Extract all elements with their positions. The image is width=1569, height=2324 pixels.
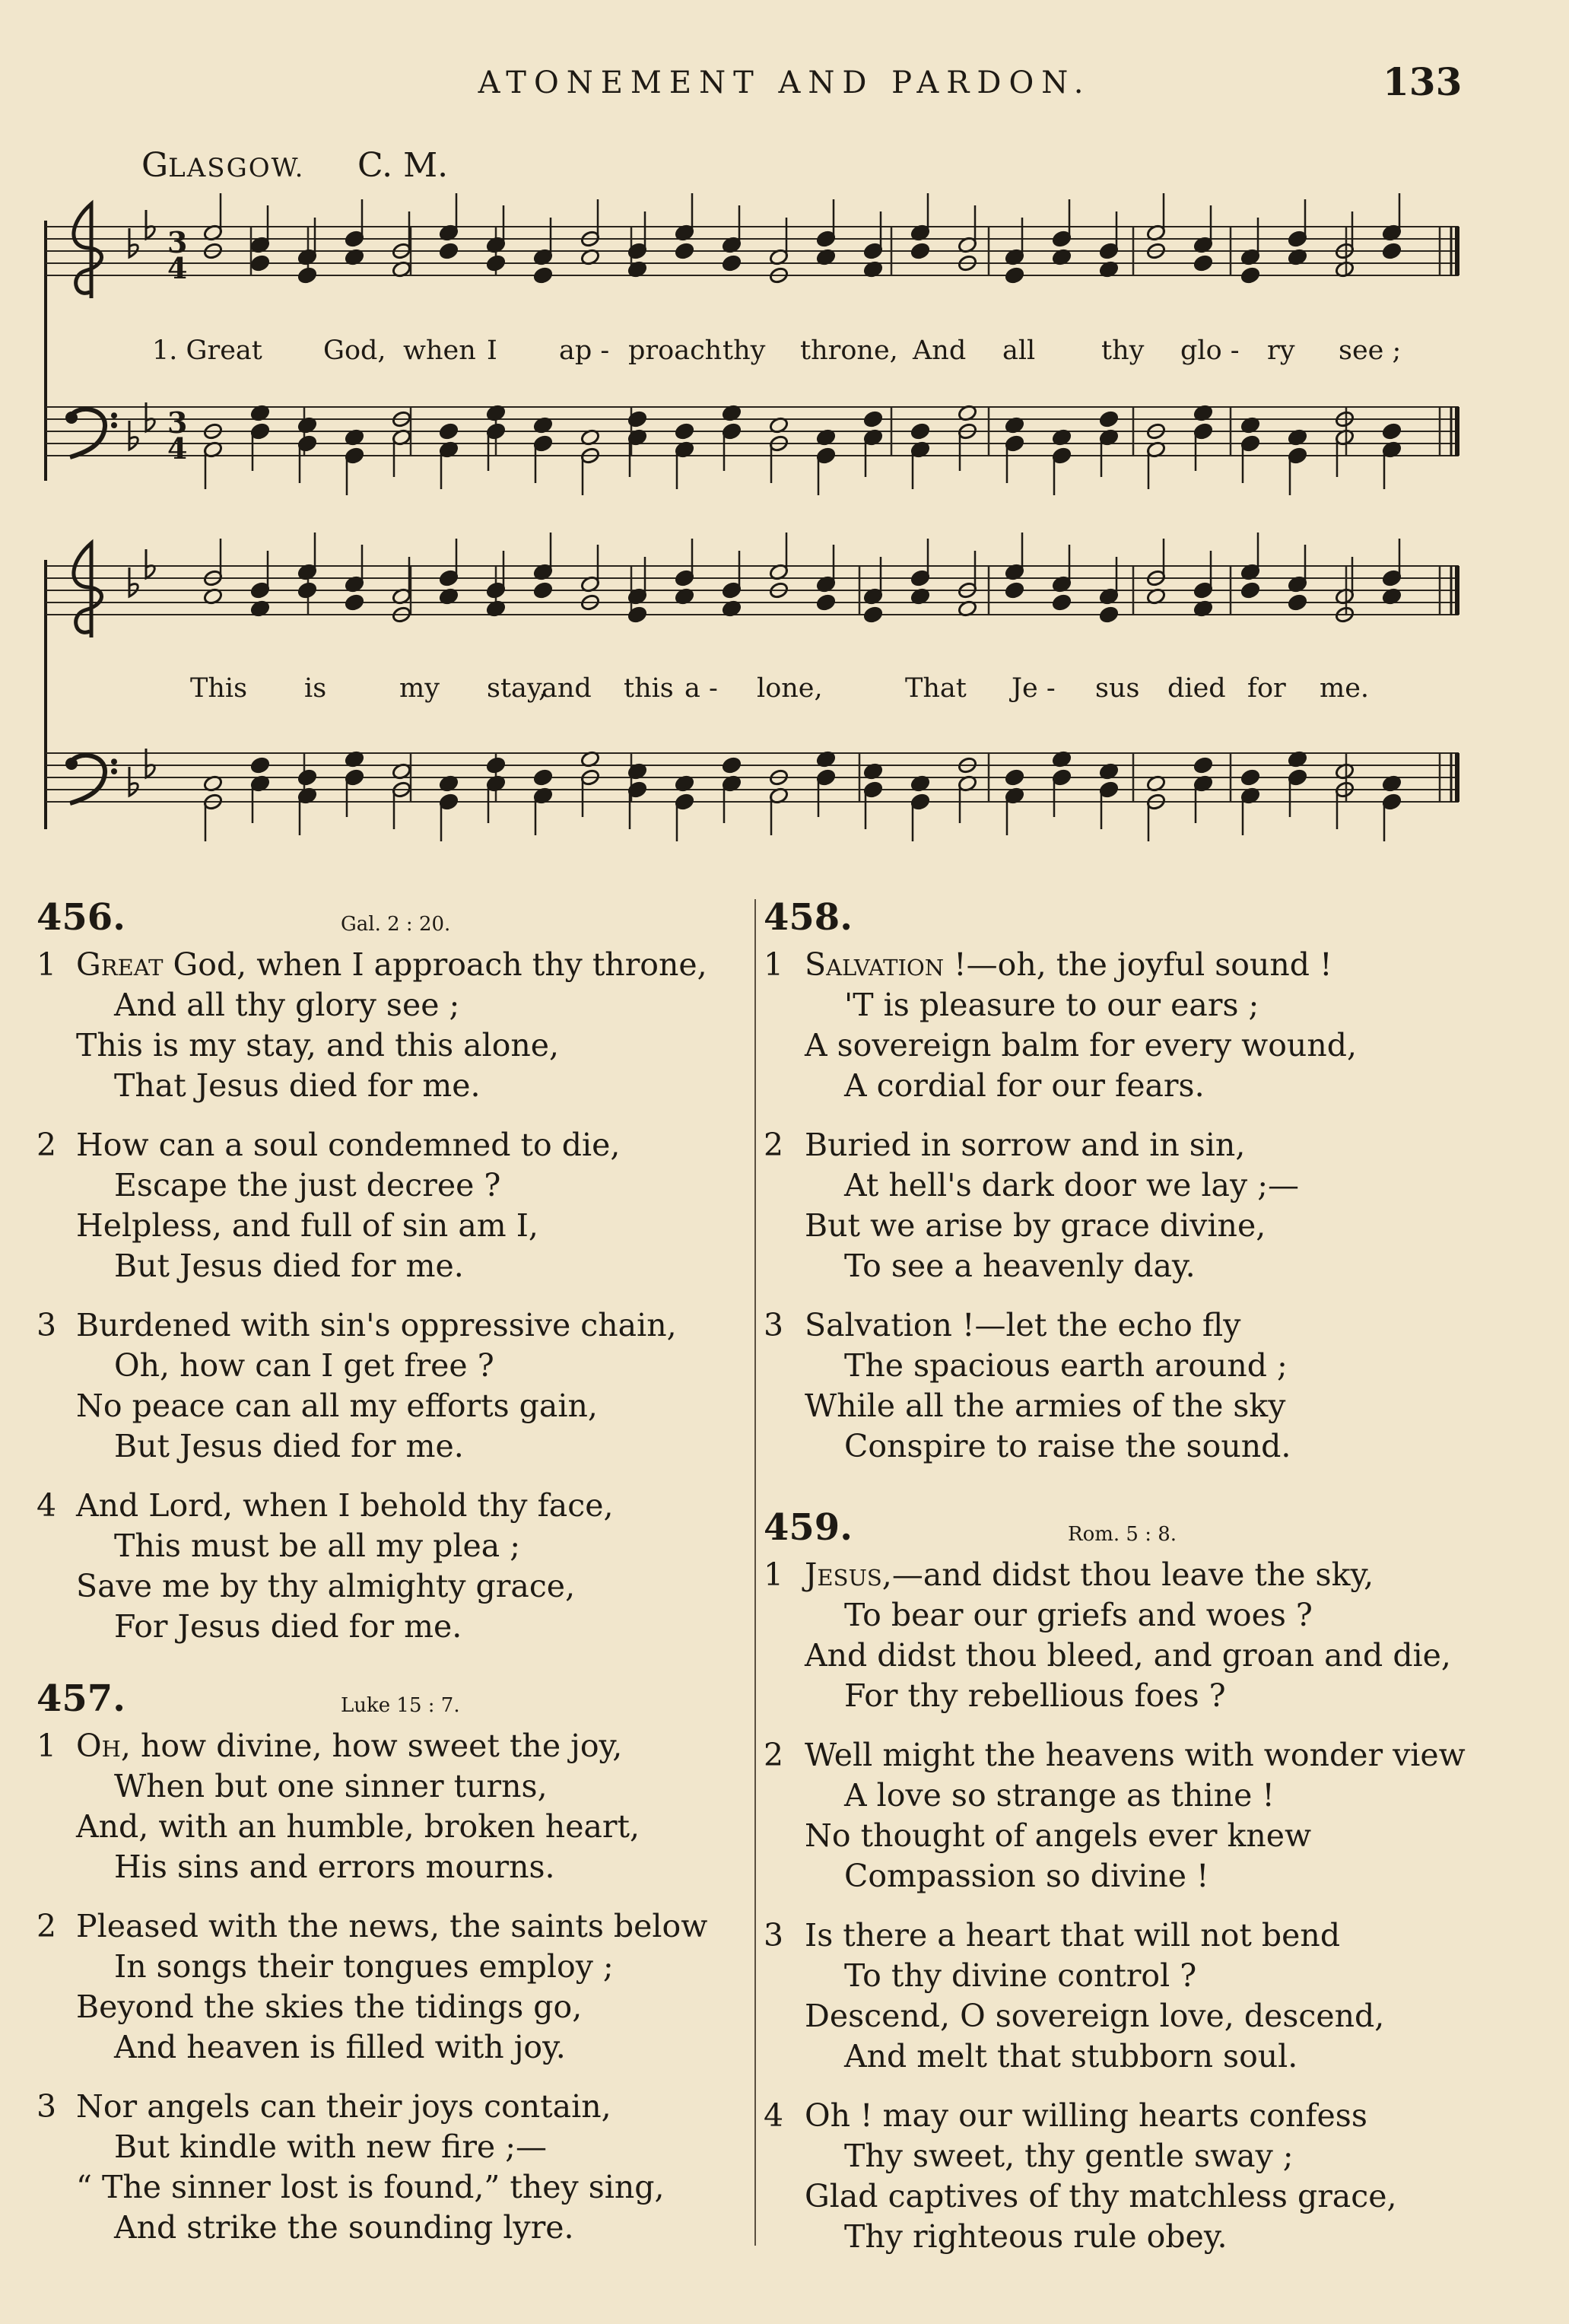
verse-number: 2 [764,1127,784,1163]
lyric-syllable: glo - [1180,335,1240,366]
notehead [345,593,365,612]
notehead [1288,593,1308,612]
notehead [910,242,931,260]
verse-line-text: God, when I approach thy throne, [163,946,707,983]
verse-line [114,2209,574,2246]
verse-line [805,1998,1385,2034]
notehead [1382,422,1402,440]
verse-line [844,987,1259,1023]
running-head: ATONEMENT AND PARDON. [478,65,1091,100]
verse-line [844,1777,1275,1814]
music-score [0,0,1569,852]
verse-line-text: For thy rebellious foes ? [844,1677,1226,1714]
verse-number: 2 [764,1737,784,1773]
verse-number: 3 [764,1917,784,1954]
notehead [1193,254,1214,272]
verse-line [805,1737,1466,1773]
flat-icon [146,210,154,239]
verse-line [76,1388,598,1424]
notehead [627,606,648,624]
verse-line [114,1067,481,1104]
verse-line [76,1568,576,1604]
notehead [1240,581,1261,599]
bass-clef-dot [65,412,78,424]
notehead [297,581,318,599]
notehead [1005,768,1025,787]
verse-line-text: Thy righteous rule obey. [844,2218,1228,2255]
verse-line-text: Glad captives of thy matchless grace, [805,2178,1397,2214]
notehead [1240,768,1261,787]
verse-number: 4 [37,1487,57,1524]
lyric-syllable: and [542,673,592,704]
verse-line [76,1808,640,1845]
lyric-syllable: a - [684,673,718,704]
lyric-syllable: see ; [1339,335,1402,366]
notehead [533,768,554,787]
verse-line [805,2178,1397,2214]
notehead [1099,606,1120,624]
verse-line-text: And strike the sounding lyre. [114,2209,574,2246]
verse-number: 1 [37,946,57,983]
verse-line-text: A love so strange as thine ! [844,1777,1275,1814]
notehead [1382,242,1402,260]
notehead [627,410,648,428]
hymn-number: 458. [764,896,853,939]
verse-line [844,1677,1226,1714]
verse-line [76,1989,583,2025]
verse-line [844,1428,1291,1464]
notehead [439,242,459,260]
time-signature-top: 3 [167,225,188,259]
lyric-syllable: my [399,673,440,704]
verse-line-text: , how divine, how sweet the joy, [120,1728,623,1764]
verse-line [844,1167,1300,1203]
flat-icon [129,567,138,596]
verse-line-text: No thought of angels ever knew [805,1817,1312,1854]
flat-icon [129,421,138,450]
verse-line [114,1528,521,1564]
lyric-syllable: throne, [800,335,898,366]
verse-line-text: ,—and didst thou leave the sky, [881,1556,1374,1593]
verse-number: 1 [37,1728,57,1764]
verse-line [114,1608,462,1645]
verse-number: 1 [764,946,784,983]
verse-line [805,1307,1241,1343]
verse-line-text: The spacious earth around ; [844,1347,1288,1384]
verse-line-text: At hell's dark door we lay ;— [844,1167,1300,1203]
verse-line-text: Salvation !—let the echo fly [805,1307,1241,1343]
tune-name-initial: G [141,146,169,185]
flat-icon [146,549,154,578]
lyric-syllable: This [190,673,248,704]
page-number: 133 [1383,59,1463,104]
verse-line [805,1637,1451,1674]
verse-line-text: But Jesus died for me. [114,1428,464,1464]
verse-line-text: A cordial for our fears. [844,1067,1205,1104]
verse-line [114,1849,555,1885]
verse-lead-word: Salvation [805,946,945,983]
lyric-syllable: me. [1320,673,1370,704]
notehead [486,254,507,272]
notehead [722,756,742,774]
verse-line-text: Save me by thy almighty grace, [76,1568,576,1604]
verse-line-text: Burdened with sin's oppressive chain, [76,1307,677,1343]
verse-line [805,1817,1312,1854]
verse-line [844,2038,1298,2074]
notehead [863,410,884,428]
verse-line [76,946,707,983]
verse-line-text: That Jesus died for me. [114,1067,481,1104]
verse-line [844,1957,1197,1994]
lyric-syllable: ap - [559,335,610,366]
scripture-reference: Gal. 2 : 20. [341,913,451,936]
notehead [722,254,742,272]
verse-line [114,1248,464,1284]
verse-line [76,1908,708,1944]
verse-line-text: For Jesus died for me. [114,1608,462,1645]
verse-line-text: But Jesus died for me. [114,1248,464,1284]
lyric-syllable: ry [1267,335,1295,366]
bass-clef-dot [111,758,117,765]
verse-line-text: How can a soul condemned to die, [76,1127,621,1163]
tune-name-rest: LASGOW. [168,153,305,183]
verse-line-text: A sovereign balm for every wound, [805,1027,1358,1063]
bass-clef-dot [111,412,117,418]
notehead [250,756,271,774]
hymn-number: 456. [37,896,125,939]
verse-line-text: Compassion so divine ! [844,1858,1209,1894]
verse-number: 3 [37,1307,57,1343]
lyric-syllable: when [403,335,476,366]
verse-line-text: While all the armies of the sky [805,1388,1286,1424]
verse-line [76,1728,623,1764]
verse-line-text: When but one sinner turns, [114,1768,548,1804]
bass-clef-dot [65,758,78,770]
notehead [533,581,554,599]
notehead [1099,410,1120,428]
verse-line [114,1428,464,1464]
verse-line [76,2088,611,2125]
verse-line [844,2218,1228,2255]
verse-line [114,1948,614,1985]
verse-line-text: 'T is pleasure to our ears ; [844,987,1259,1023]
notehead [533,266,554,285]
verse-line-text: To bear our griefs and woes ? [844,1597,1313,1633]
verse-line [114,1347,494,1384]
verse-line-text: Helpless, and full of sin am I, [76,1207,538,1244]
verse-line-text: “ The sinner lost is found,” they sing, [76,2169,665,2205]
notehead [297,266,318,285]
verse-number: 4 [764,2097,784,2134]
verse-line [844,1597,1313,1633]
notehead [910,422,931,440]
verse-number: 2 [37,1908,57,1944]
verse-line [805,2097,1367,2134]
verse-number: 3 [764,1307,784,1343]
notehead [863,606,884,624]
verse-line-text: Thy sweet, thy gentle sway ; [844,2138,1294,2174]
tune-meter: C. M. [357,146,449,185]
lyric-syllable: I [487,335,497,366]
verse-line-text: To thy divine control ? [844,1957,1197,1994]
verse-line [114,2029,566,2065]
verse-line-text: Pleased with the news, the saints below [76,1908,708,1944]
verse-line [844,1248,1196,1284]
verse-line [114,1167,501,1203]
scripture-reference: Luke 15 : 7. [341,1694,460,1717]
lyric-syllable: God, [323,335,386,366]
lyric-syllable: sus [1095,673,1140,704]
lyric-syllable: all [1002,335,1036,366]
notehead [1193,756,1214,774]
notehead [1005,581,1025,599]
notehead [1005,266,1025,285]
bass-clef-dot [111,422,117,428]
verse-line-text: And all thy glory see ; [114,987,460,1023]
hymn-number: 459. [764,1506,853,1549]
verse-number: 3 [37,2088,57,2125]
verse-line [844,1858,1209,1894]
verse-line [805,1027,1358,1063]
verse-line [844,2138,1294,2174]
verse-line [114,1768,548,1804]
verse-line [76,1307,677,1343]
verse-line-text: Nor angels can their joys contain, [76,2088,611,2125]
notehead [675,422,695,440]
verse-line-text: But kindle with new fire ;— [114,2128,548,2165]
verse-line [805,1556,1374,1593]
verse-line-text: And heaven is filled with joy. [114,2029,566,2065]
lyric-syllable: stay, [487,673,548,704]
verse-line-text: This must be all my plea ; [114,1528,521,1564]
verse-line-text: And, with an humble, broken heart, [76,1808,640,1845]
verse-line [844,1347,1288,1384]
verse-line [805,1388,1286,1424]
verse-line-text: Beyond the skies the tidings go, [76,1989,583,2025]
scripture-reference: Rom. 5 : 8. [1068,1523,1177,1546]
verse-line [844,1067,1205,1104]
lyric-syllable: is [304,673,327,704]
verse-line-text: Descend, O sovereign love, descend, [805,1998,1385,2034]
flat-icon [129,767,138,796]
verse-line-text: No peace can all my efforts gain, [76,1388,598,1424]
verse-lead-word: Oh [76,1728,121,1764]
verse-line-text: Buried in sorrow and in sin, [805,1127,1246,1163]
verse-line [114,987,460,1023]
verse-line-text: Well might the heavens with wonder view [805,1737,1466,1773]
verse-line [805,1127,1246,1163]
notehead [816,593,837,612]
verse-line [805,1917,1341,1954]
verse-line-text: Is there a heart that will not bend [805,1917,1341,1954]
time-signature-bottom: 4 [167,431,188,466]
verse-line-text: And didst thou bleed, and groan and die, [805,1637,1451,1674]
verse-line-text: And Lord, when I behold thy face, [76,1487,614,1524]
lyric-syllable: lone, [757,673,823,704]
verse-line-text: His sins and errors mourns. [114,1849,555,1885]
verse-line-text: Escape the just decree ? [114,1167,501,1203]
verse-line-text: In songs their tongues employ ; [114,1948,614,1985]
notehead [1052,593,1072,612]
verse-line [76,1027,560,1063]
notehead [1240,266,1261,285]
lyric-syllable: thy [723,335,766,366]
verse-line-text: To see a heavenly day. [844,1248,1196,1284]
lyric-syllable: died [1167,673,1226,704]
verse-number: 2 [37,1127,57,1163]
verse-lead-word: Jesus [805,1556,882,1593]
notehead [297,768,318,787]
lyric-syllable: And [913,335,967,366]
verse-line [76,1487,614,1524]
lyric-syllable: That [905,673,967,704]
verse-lead-word: Great [76,946,164,983]
time-signature-bottom: 4 [167,251,188,285]
verse-line-text: And melt that stubborn soul. [844,2038,1298,2074]
verse-line-text: This is my stay, and this alone, [76,1027,560,1063]
verse-line [76,1127,621,1163]
verse-line [114,2128,548,2165]
hymn-number: 457. [37,1677,125,1720]
flat-icon [129,228,138,257]
verse-line-text: !—oh, the joyful sound ! [944,946,1332,983]
time-signature-top: 3 [167,405,188,440]
notehead [486,756,507,774]
lyric-syllable: Je - [1012,673,1056,704]
notehead [250,254,271,272]
lyric-syllable: for [1247,673,1286,704]
verse-line [805,1207,1266,1244]
notehead [439,422,459,440]
bass-clef-dot [111,768,117,774]
verse-line-text: Conspire to raise the sound. [844,1428,1291,1464]
notehead [675,242,695,260]
verse-line-text: Oh, how can I get free ? [114,1347,494,1384]
verse-line [76,1207,538,1244]
lyric-syllable: thy [1101,335,1145,366]
verse-line-text: But we arise by grace divine, [805,1207,1266,1244]
verse-line [805,946,1332,983]
verse-line-text: Oh ! may our willing hearts confess [805,2097,1367,2134]
column-divider [754,899,756,2246]
lyric-syllable: 1. Great [152,335,262,366]
verse-line [76,2169,665,2205]
verse-number: 1 [764,1556,784,1593]
lyric-syllable: this [624,673,674,704]
lyric-syllable: proach [628,335,723,366]
